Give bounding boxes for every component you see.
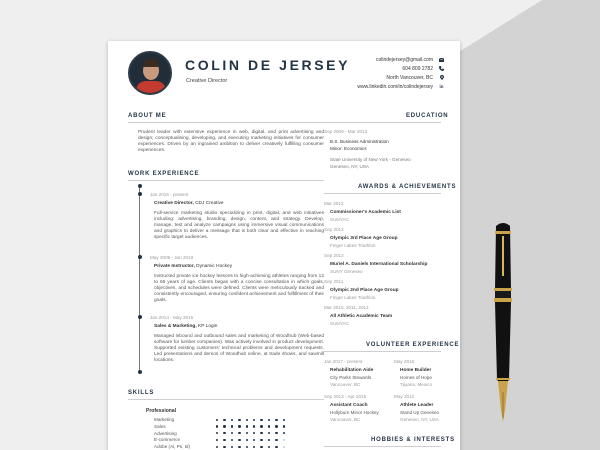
job-company: CDJ Creative [195, 201, 224, 206]
job-description: Managed inbound and outbound sales and marketing of Woodhub (Web-based software for lumber companies). Was actively involved in product development. Supported existing customers' technical problems and development requests. Led presentations and demos of Woodhub online, at trade shows, and sawmill locations. [154, 334, 324, 363]
award-name: Olympic 2nd Place Age Group [330, 288, 399, 293]
section-title-education: EDUCATION [406, 113, 449, 119]
job-description: Full-service marketing studio specializing in print, digital, and web initiatives including: advertising, branding, design, content, and strategy. Develop, manage, test and analyze campaigns using immersive visual communications and graphics to deliver a message that is both clear and effective in reaching specific target audiences. [154, 211, 324, 240]
award-name: Commissioner's Academic List [330, 210, 401, 215]
award-org: SUNY Geneseo [330, 269, 363, 274]
job-company: Dynamic Hockey [196, 264, 233, 269]
volunteer-org: City Parks Stewards [330, 375, 372, 380]
award-name: Muriel A. Daniels International Scholarship [330, 262, 428, 267]
pen-cap [494, 223, 512, 302]
section-title-skills: SKILLS [128, 390, 155, 396]
volunteer-role: Athlete Leader [400, 403, 434, 408]
volunteer-dates: May 2012 [394, 394, 415, 399]
volunteer-dates: Jan 2017 - present [324, 359, 363, 364]
skill-name: Sales [154, 423, 166, 429]
award-date: Sep 2011 [324, 279, 344, 284]
education-degree: B.S. Business Administration [330, 139, 389, 144]
award-date: Mar 2012 [324, 201, 344, 206]
award-date: Sep 2012 [324, 227, 344, 232]
volunteer-role: Assistant Coach [330, 403, 368, 408]
education-location: Geneseo, NY, USA [330, 164, 369, 169]
skill-group-label: Professional [146, 408, 177, 414]
email-text[interactable]: colindejersey@gmail.com [375, 56, 433, 63]
page-title: COLIN DE JERSEY [185, 57, 351, 73]
volunteer-place: Vancouver, BC [330, 417, 361, 422]
section-title-hobbies: HOBBIES & INTERESTS [371, 437, 455, 443]
job-title: Creative Director [186, 78, 228, 84]
job-position: Creative Director, [154, 201, 194, 206]
section-title-awards: AWARDS & ACHIEVEMENTS [358, 184, 457, 190]
job-position: Sales & Marketing, [154, 324, 197, 329]
volunteer-place: Vancouver, BC [330, 382, 361, 387]
award-name: All Athletic Academic Team [330, 314, 393, 319]
volunteer-org: Homes of Hope [400, 375, 432, 380]
job-position: Private Instructor, [154, 264, 195, 269]
volunteer-role: Home Builder [400, 368, 432, 373]
award-org: Finger Lakes Triathlon [330, 243, 376, 248]
education-school: State University of New York - Geneseo [330, 157, 411, 162]
skill-name: Adobe (Ai, Ps, Id) [154, 444, 191, 450]
award-org: SUNYAC [330, 321, 349, 326]
award-org: Finger Lakes Triathlon [330, 295, 376, 300]
award-name: Olympic 3rd Place Age Group [330, 236, 398, 241]
section-title-work: WORK EXPERIENCE [128, 171, 200, 177]
linkedin-icon: in [439, 84, 444, 89]
volunteer-role: Rehabilitation Aide [330, 368, 374, 373]
award-org: SUNYAC [330, 217, 349, 222]
volunteer-dates: Sep 2013 - Apr 2015 [324, 394, 367, 399]
location-text: North Vancouver, BC [386, 74, 433, 81]
award-date: Sep 2012 [324, 253, 344, 258]
job-dates: May 2009 - Jan 2019 [150, 255, 194, 260]
job-dates: Jan 2015 - present [150, 192, 189, 197]
job-company: KP Login [198, 324, 218, 329]
education-dates: Sep 2009 - Mar 2013 [324, 129, 368, 134]
section-title-volunteer: VOLUNTEER EXPERIENCE [366, 342, 460, 348]
pen-barrel [495, 291, 511, 383]
education-minor: Minor: Economics [330, 146, 367, 151]
job-description: Instructed private ice hockey lessons to high-achieving athletes ranging from 12 to 65 years of age. Clients began with a concise consultation in which goals, objectives, and schedules were defined. Clients were meticulously tracked and consistently encouraged, ensuring confident achievement and fulfillment of their goals. [154, 274, 324, 303]
volunteer-org: Stand Up Geneseo [400, 410, 440, 415]
pen-nib [498, 381, 508, 422]
about-text: Prudent leader with extensive experience in web, digital, and print advertising and design; conceptualising, developing, and executing marketing initiatives for consumer experiences. Driven by an ingrained ambition to deliver creatively fulfilling consumer experiences. [138, 130, 324, 153]
skill-name: Advertising [154, 430, 177, 436]
job-dates: Jan 2014 - May 2015 [150, 315, 194, 320]
volunteer-place: Geneseo, NY, USA [400, 417, 439, 422]
section-title-about: ABOUT ME [128, 113, 167, 119]
volunteer-org: Hollyburn Minor Hockey [330, 410, 379, 415]
award-date: Mar 2010, 2011, 2012 [324, 305, 369, 310]
skill-name: Marketing [154, 417, 175, 422]
volunteer-place: Tijuana, Mexico [400, 382, 432, 387]
skill-name: E-commerce [154, 437, 181, 443]
linkedin-text[interactable]: www.linkedin.com/in/colindejersey [357, 83, 433, 90]
volunteer-dates: May 2016 [394, 359, 415, 364]
phone-text[interactable]: 604 809 2782 [402, 65, 433, 72]
